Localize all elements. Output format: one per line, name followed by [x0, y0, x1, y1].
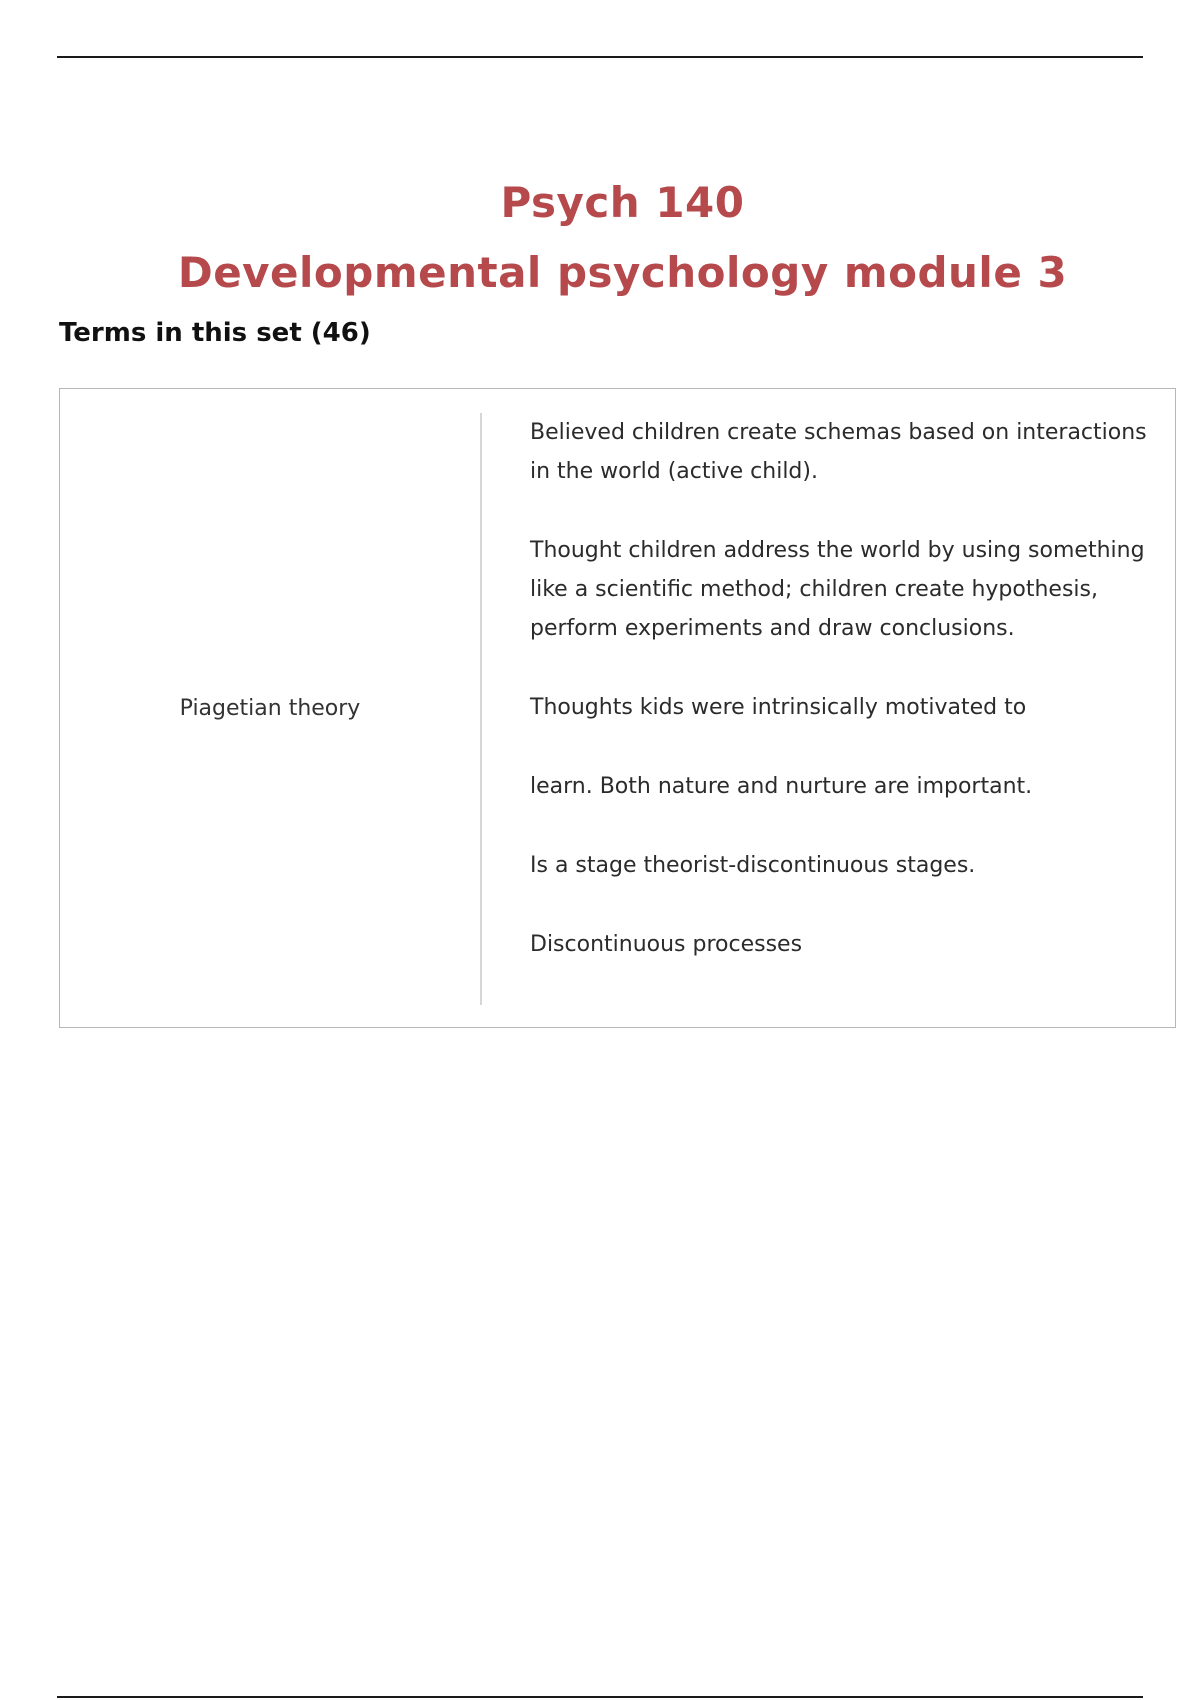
title-line-module: Developmental psychology module 3 [177, 248, 1068, 297]
definition-paragraph: Thoughts kids were intrinsically motivated to [530, 695, 1027, 720]
definition-paragraph: Is a stage theorist-discontinuous stages. [530, 853, 976, 878]
title-line-course: Psych 140 [500, 178, 745, 227]
document-title [0, 168, 1200, 308]
flashcard [59, 388, 1176, 1028]
flashcard-definition [530, 413, 1150, 1004]
terms-count-heading: Terms in this set (46) [59, 318, 371, 348]
flashcard-term [60, 389, 480, 1027]
term-text: Piagetian theory [179, 695, 361, 721]
definition-paragraph: Thought children address the world by using something like a scientific method; children create hypothesis, perform experiments and draw conclusions. [530, 538, 1145, 641]
definition-paragraph: learn. Both nature and nurture are important. [530, 774, 1033, 799]
definition-paragraph: Discontinuous processes [530, 932, 803, 957]
bottom-rule [57, 1696, 1143, 1698]
card-divider [480, 413, 482, 1005]
definition-paragraph: Believed children create schemas based on interactions in the world (active child). [530, 420, 1147, 484]
top-rule [57, 56, 1143, 58]
